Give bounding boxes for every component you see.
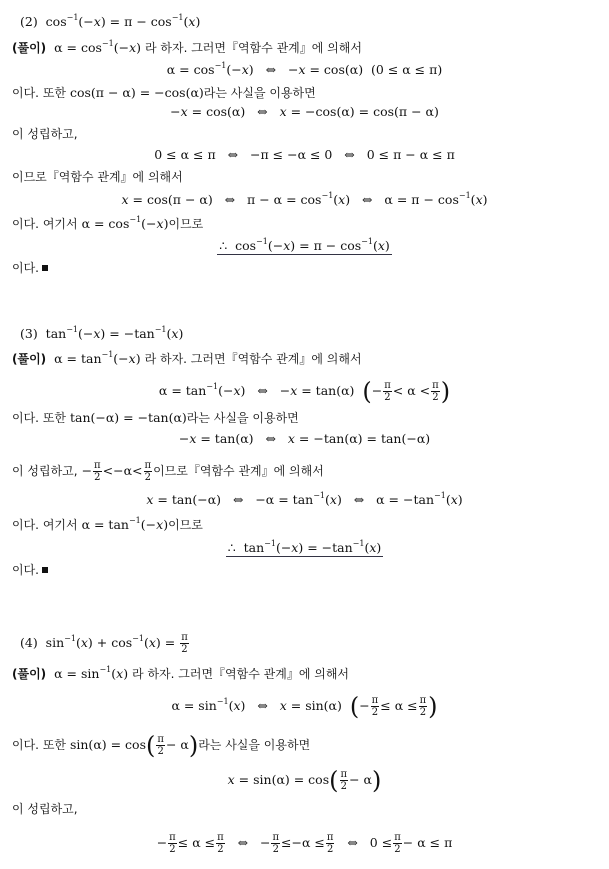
s3-conclusion: ∴ $\tan^{-1}(-x) = -\tan^{-1}(x)$ <box>227 539 382 555</box>
s2-conclusion: ∴ $\cos^{-1}(-x) = \pi - \cos^{-1}(x)$ <box>219 237 390 253</box>
s3-eq4: x = tan(−α) ⇔ $-\alpha = \tan^{-1}(x)$ ⇔ $\alpha = -\tan^{-1}(x)$ <box>146 491 463 507</box>
s2-eq4: x = cos(π − α) ⇔ $\pi - \alpha = \cos^{-1}(x)$ ⇔ $\alpha = \pi - \cos^{-1}(x)$ <box>121 191 488 207</box>
s3-line3: 이 성립하고, − $\frac{\pi}{2}$ <−α< $\frac{\pi}{2}$ 이므로『역함수 관계』에 의해서 <box>12 460 324 483</box>
section-3-heading: (3) $\tan^{-1}(-x) = -\tan^{-1}(x)$ <box>20 325 184 341</box>
s2-end: 이다. <box>12 260 48 276</box>
section-3-sol: (풀이) $\alpha = \tan^{-1}(-x)$ 라 하자. 그러면『역함수 관계』에 의해서 <box>12 350 362 366</box>
s4-eq1: $\alpha = \sin^{-1}(x)$ ⇔ x = sin(α) (− $\frac{\pi}{2}$ ≤ α ≤ $\frac{\pi}{2}$ ) <box>171 692 438 721</box>
s4-line3: 이 성립하고, <box>12 802 78 816</box>
s4-eq2: x = sin(α) = cos( $\frac{\pi}{2}$ − α) <box>227 766 382 795</box>
s2-line5: 이다. 여기서 $\alpha = \cos^{-1}(-x)$이므로 <box>12 215 204 231</box>
s2-line3: 이 성립하고, <box>12 127 78 141</box>
s3-end: 이다. <box>12 562 48 578</box>
s2-line4: 이므로『역함수 관계』에 의해서 <box>12 170 183 184</box>
section-2-sol: (풀이) $\alpha = \cos^{-1}(-x)$ 라 하자. 그러면『역함수 관계』에 의해서 <box>12 39 362 55</box>
section-2-heading: (2) $\cos^{-1}(-x) = \pi - \cos^{-1}(x)$ <box>20 13 201 29</box>
s3-eq1: $\alpha = \tan^{-1}(-x)$ ⇔ −x = tan(α) (− $\frac{\pi}{2}$ < α < $\frac{\pi}{2}$ ) <box>158 377 451 406</box>
section-4-sol: (풀이) $\alpha = \sin^{-1}(x)$ 라 하자. 그러면『역함수 관계』에 의해서 <box>12 665 350 681</box>
s3-eq2: −x = tan(α) ⇔ x = −tan(α) = tan(−α) <box>178 431 431 446</box>
s2-eq3: 0 ≤ α ≤ π ⇔ −π ≤ −α ≤ 0 ⇔ 0 ≤ π − α ≤ π <box>154 147 455 162</box>
section-4-heading: (4) $\sin^{-1}(x) + \cos^{-1}(x)$ = $\frac{\pi}{2}$ <box>20 632 188 655</box>
s2-eq1: $\alpha = \cos^{-1}(-x)$ ⇔ −x = cos(α) (0 ≤ α ≤ π) <box>166 61 443 77</box>
s4-line2: 이다. 또한 sin(α) = cos( $\frac{\pi}{2}$ − α)라는 사실을 이용하면 <box>12 731 311 760</box>
s4-eq3: − $\frac{\pi}{2}$ ≤ α ≤ $\frac{\pi}{2}$ ⇔ − $\frac{\pi}{2}$ ≤−α ≤ $\frac{\pi}{2}$ ⇔ 0 ≤ $\frac{\pi}{2}$ − α ≤ π <box>156 832 453 855</box>
s3-line5: 이다. 여기서 $\alpha = \tan^{-1}(-x)$이므로 <box>12 516 203 532</box>
end-square-icon <box>42 265 48 271</box>
s2-eq2: −x = cos(α) ⇔ x = −cos(α) = cos(π − α) <box>170 104 439 119</box>
s3-line2: 이다. 또한 tan(−α) = −tan(α)라는 사실을 이용하면 <box>12 410 299 425</box>
s2-line2: 이다. 또한 cos(π − α) = −cos(α)라는 사실을 이용하면 <box>12 85 316 100</box>
end-square-icon <box>42 567 48 573</box>
